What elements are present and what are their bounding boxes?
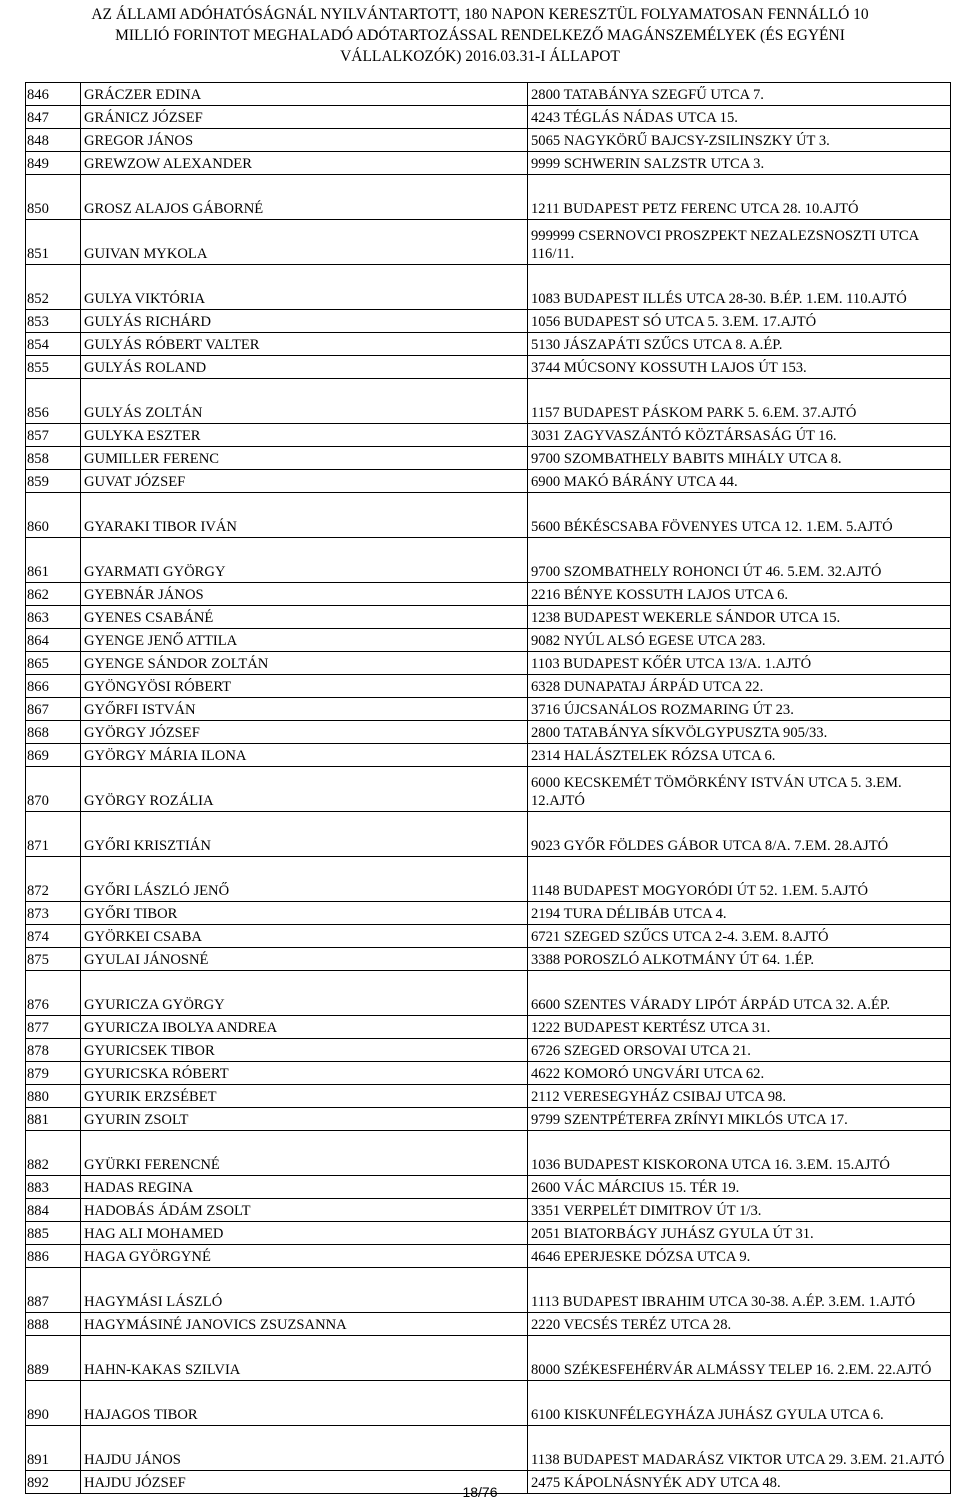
row-name: GULYÁS RICHÁRD — [81, 310, 528, 333]
row-address: 5065 NAGYKÖRŰ BAJCSY-ZSILINSZKY ÚT 3. — [528, 129, 951, 152]
row-number: 852 — [26, 265, 81, 310]
row-address: 6600 SZENTES VÁRADY LIPÓT ÁRPÁD UTCA 32. A.ÉP. — [528, 971, 951, 1016]
table-row — [26, 1176, 951, 1199]
row-number: 866 — [26, 675, 81, 698]
row-number: 846 — [26, 83, 81, 106]
row-number: 847 — [26, 106, 81, 129]
row-name: GULYÁS RÓBERT VALTER — [81, 333, 528, 356]
table-row — [26, 1268, 951, 1313]
row-name: GYARAKI TIBOR IVÁN — [81, 493, 528, 538]
row-name: GYEBNÁR JÁNOS — [81, 583, 528, 606]
row-number: 849 — [26, 152, 81, 175]
table-row — [26, 333, 951, 356]
row-address: 2216 BÉNYE KOSSUTH LAJOS UTCA 6. — [528, 583, 951, 606]
row-name: HAJDU JÓZSEF — [81, 1471, 528, 1494]
row-address: 1222 BUDAPEST KERTÉSZ UTCA 31. — [528, 1016, 951, 1039]
row-number: 868 — [26, 721, 81, 744]
row-address: 6328 DUNAPATAJ ÁRPÁD UTCA 22. — [528, 675, 951, 698]
row-number: 860 — [26, 493, 81, 538]
row-name: HAGYMÁSI LÁSZLÓ — [81, 1268, 528, 1313]
row-name: GYŐRI TIBOR — [81, 902, 528, 925]
row-address: 2194 TURA DÉLIBÁB UTCA 4. — [528, 902, 951, 925]
table-row — [26, 1039, 951, 1062]
row-number: 883 — [26, 1176, 81, 1199]
row-address: 3716 ÚJCSANÁLOS ROZMARING ÚT 23. — [528, 698, 951, 721]
table-row — [26, 744, 951, 767]
row-address: 2600 VÁC MÁRCIUS 15. TÉR 19. — [528, 1176, 951, 1199]
table-row — [26, 1199, 951, 1222]
row-number: 854 — [26, 333, 81, 356]
row-number: 884 — [26, 1199, 81, 1222]
row-name: GYŐRFI ISTVÁN — [81, 698, 528, 721]
row-address: 9799 SZENTPÉTERFA ZRÍNYI MIKLÓS UTCA 17. — [528, 1108, 951, 1131]
row-number: 882 — [26, 1131, 81, 1176]
row-address: 1148 BUDAPEST MOGYORÓDI ÚT 52. 1.EM. 5.AJTÓ — [528, 857, 951, 902]
row-number: 875 — [26, 948, 81, 971]
row-number: 873 — [26, 902, 81, 925]
table-row — [26, 1222, 951, 1245]
row-name: GUMILLER FERENC — [81, 447, 528, 470]
row-number: 857 — [26, 424, 81, 447]
row-number: 867 — [26, 698, 81, 721]
row-number: 870 — [26, 767, 81, 812]
row-address: 9700 SZOMBATHELY BABITS MIHÁLY UTCA 8. — [528, 447, 951, 470]
row-number: 862 — [26, 583, 81, 606]
table-row — [26, 1016, 951, 1039]
row-name: HADAS REGINA — [81, 1176, 528, 1199]
row-number: 855 — [26, 356, 81, 379]
table-row — [26, 948, 951, 971]
row-number: 879 — [26, 1062, 81, 1085]
row-number: 848 — [26, 129, 81, 152]
row-address: 1056 BUDAPEST SÓ UTCA 5. 3.EM. 17.AJTÓ — [528, 310, 951, 333]
table-row — [26, 812, 951, 857]
row-name: GULYKA ESZTER — [81, 424, 528, 447]
row-number: 874 — [26, 925, 81, 948]
row-address: 9700 SZOMBATHELY ROHONCI ÚT 46. 5.EM. 32.AJTÓ — [528, 538, 951, 583]
row-name: GYURICSKA RÓBERT — [81, 1062, 528, 1085]
table-row — [26, 356, 951, 379]
table-row — [26, 424, 951, 447]
row-name: GUIVAN MYKOLA — [81, 220, 528, 265]
header-line-1: AZ ÁLLAMI ADÓHATÓSÁGNÁL NYILVÁNTARTOTT, 180 NAPON KERESZTÜL FOLYAMATOSAN FENNÁLLÓ 10 — [91, 6, 869, 23]
table-row — [26, 583, 951, 606]
row-number: 851 — [26, 220, 81, 265]
row-name: GYULAI JÁNOSNÉ — [81, 948, 528, 971]
row-name: GYÖRGY ROZÁLIA — [81, 767, 528, 812]
row-address: 2220 VECSÉS TERÉZ UTCA 28. — [528, 1313, 951, 1336]
row-name: GULYÁS ROLAND — [81, 356, 528, 379]
row-name: GYŐRI LÁSZLÓ JENŐ — [81, 857, 528, 902]
row-name: GYÖNGYÖSI RÓBERT — [81, 675, 528, 698]
row-address: 1157 BUDAPEST PÁSKOM PARK 5. 6.EM. 37.AJTÓ — [528, 379, 951, 424]
row-number: 863 — [26, 606, 81, 629]
row-address: 2112 VERESEGYHÁZ CSIBAJ UTCA 98. — [528, 1085, 951, 1108]
table-row — [26, 106, 951, 129]
table-row — [26, 698, 951, 721]
table-row — [26, 925, 951, 948]
table-row — [26, 629, 951, 652]
row-name: GYÖRGY MÁRIA ILONA — [81, 744, 528, 767]
row-address: 9082 NYÚL ALSÓ EGESE UTCA 283. — [528, 629, 951, 652]
row-name: GYÜRKI FERENCNÉ — [81, 1131, 528, 1176]
row-address: 3388 POROSZLÓ ALKOTMÁNY ÚT 64. 1.ÉP. — [528, 948, 951, 971]
row-name: GYARMATI GYÖRGY — [81, 538, 528, 583]
table-row — [26, 1062, 951, 1085]
row-address: 1238 BUDAPEST WEKERLE SÁNDOR UTCA 15. — [528, 606, 951, 629]
table-row — [26, 175, 951, 220]
table-row — [26, 606, 951, 629]
row-address: 6100 KISKUNFÉLEGYHÁZA JUHÁSZ GYULA UTCA 6. — [528, 1381, 951, 1426]
table-row — [26, 83, 951, 106]
table-row — [26, 857, 951, 902]
row-address: 6900 MAKÓ BÁRÁNY UTCA 44. — [528, 470, 951, 493]
row-number: 853 — [26, 310, 81, 333]
row-address: 4646 EPERJESKE DÓZSA UTCA 9. — [528, 1245, 951, 1268]
row-number: 858 — [26, 447, 81, 470]
row-address: 8000 SZÉKESFEHÉRVÁR ALMÁSSY TELEP 16. 2.EM. 22.AJTÓ — [528, 1336, 951, 1381]
row-number: 890 — [26, 1381, 81, 1426]
row-name: HAGYMÁSINÉ JANOVICS ZSUZSANNA — [81, 1313, 528, 1336]
row-address: 2800 TATABÁNYA SZEGFŰ UTCA 7. — [528, 83, 951, 106]
row-number: 891 — [26, 1426, 81, 1471]
row-number: 859 — [26, 470, 81, 493]
row-address: 5600 BÉKÉSCSABA FÖVENYES UTCA 12. 1.EM. 5.AJTÓ — [528, 493, 951, 538]
row-number: 888 — [26, 1313, 81, 1336]
row-name: GYENES CSABÁNÉ — [81, 606, 528, 629]
row-address: 1103 BUDAPEST KŐÉR UTCA 13/A. 1.AJTÓ — [528, 652, 951, 675]
table-row — [26, 767, 951, 812]
row-name: HADOBÁS ÁDÁM ZSOLT — [81, 1199, 528, 1222]
table-row — [26, 902, 951, 925]
table-row — [26, 129, 951, 152]
row-address: 1083 BUDAPEST ILLÉS UTCA 28-30. B.ÉP. 1.EM. 110.AJTÓ — [528, 265, 951, 310]
table-row — [26, 1245, 951, 1268]
row-name: GYŐRI KRISZTIÁN — [81, 812, 528, 857]
table-row — [26, 652, 951, 675]
row-name: HAHN-KAKAS SZILVIA — [81, 1336, 528, 1381]
row-address: 5130 JÁSZAPÁTI SZŰCS UTCA 8. A.ÉP. — [528, 333, 951, 356]
row-number: 889 — [26, 1336, 81, 1381]
table-row — [26, 1085, 951, 1108]
row-address: 1138 BUDAPEST MADARÁSZ VIKTOR UTCA 29. 3.EM. 21.AJTÓ — [528, 1426, 951, 1471]
row-address: 999999 CSERNOVCI PROSZPEKT NEZALEZSNOSZTI UTCA 116/11. — [528, 220, 951, 265]
row-name: GRÁCZER EDINA — [81, 83, 528, 106]
table-row — [26, 1313, 951, 1336]
row-number: 869 — [26, 744, 81, 767]
row-address: 3031 ZAGYVASZÁNTÓ KÖZTÁRSASÁG ÚT 16. — [528, 424, 951, 447]
row-name: HAGA GYÖRGYNÉ — [81, 1245, 528, 1268]
row-address: 9023 GYŐR FÖLDES GÁBOR UTCA 8/A. 7.EM. 28.AJTÓ — [528, 812, 951, 857]
header-line-2: MILLIÓ FORINTOT MEGHALADÓ ADÓTARTOZÁSSAL RENDELKEZŐ MAGÁNSZEMÉLYEK (ÉS EGYÉNI — [115, 27, 845, 44]
row-address: 2314 HALÁSZTELEK RÓZSA UTCA 6. — [528, 744, 951, 767]
row-name: GRÁNICZ JÓZSEF — [81, 106, 528, 129]
row-name: GUVAT JÓZSEF — [81, 470, 528, 493]
row-number: 886 — [26, 1245, 81, 1268]
row-address: 4622 KOMORÓ UNGVÁRI UTCA 62. — [528, 1062, 951, 1085]
row-number: 885 — [26, 1222, 81, 1245]
debtor-table — [25, 82, 951, 1494]
row-address: 3351 VERPELÉT DIMITROV ÚT 1/3. — [528, 1199, 951, 1222]
row-number: 872 — [26, 857, 81, 902]
row-number: 887 — [26, 1268, 81, 1313]
row-name: GYENGE SÁNDOR ZOLTÁN — [81, 652, 528, 675]
row-name: GROSZ ALAJOS GÁBORNÉ — [81, 175, 528, 220]
row-number: 865 — [26, 652, 81, 675]
row-address: 4243 TÉGLÁS NÁDAS UTCA 15. — [528, 106, 951, 129]
document-header — [0, 4, 960, 67]
row-address: 6721 SZEGED SZŰCS UTCA 2-4. 3.EM. 8.AJTÓ — [528, 925, 951, 948]
table-row — [26, 379, 951, 424]
row-name: GYURICSEK TIBOR — [81, 1039, 528, 1062]
row-address: 2051 BIATORBÁGY JUHÁSZ GYULA ÚT 31. — [528, 1222, 951, 1245]
table-row — [26, 1108, 951, 1131]
row-name: HAJAGOS TIBOR — [81, 1381, 528, 1426]
table-row — [26, 1336, 951, 1381]
table-row — [26, 152, 951, 175]
row-name: GYURICZA IBOLYA ANDREA — [81, 1016, 528, 1039]
row-number: 864 — [26, 629, 81, 652]
table-row — [26, 310, 951, 333]
row-number: 861 — [26, 538, 81, 583]
row-address: 2800 TATABÁNYA SÍKVÖLGYPUSZTA 905/33. — [528, 721, 951, 744]
table-row — [26, 1131, 951, 1176]
row-name: GYÖRKEI CSABA — [81, 925, 528, 948]
table-row — [26, 1426, 951, 1471]
row-address: 6726 SZEGED ORSOVAI UTCA 21. — [528, 1039, 951, 1062]
row-name: GREWZOW ALEXANDER — [81, 152, 528, 175]
row-number: 878 — [26, 1039, 81, 1062]
row-name: GYURIK ERZSÉBET — [81, 1085, 528, 1108]
row-address: 9999 SCHWERIN SALZSTR UTCA 3. — [528, 152, 951, 175]
row-address: 1113 BUDAPEST IBRAHIM UTCA 30-38. A.ÉP. 3.EM. 1.AJTÓ — [528, 1268, 951, 1313]
row-name: GYURICZA GYÖRGY — [81, 971, 528, 1016]
row-address: 1036 BUDAPEST KISKORONA UTCA 16. 3.EM. 15.AJTÓ — [528, 1131, 951, 1176]
row-address: 2475 KÁPOLNÁSNYÉK ADY UTCA 48. — [528, 1471, 951, 1494]
row-name: HAG ALI MOHAMED — [81, 1222, 528, 1245]
table-row — [26, 971, 951, 1016]
row-name: GULYA VIKTÓRIA — [81, 265, 528, 310]
table-row — [26, 721, 951, 744]
row-name: GYENGE JENŐ ATTILA — [81, 629, 528, 652]
table-row — [26, 220, 951, 265]
row-number: 877 — [26, 1016, 81, 1039]
row-name: GULYÁS ZOLTÁN — [81, 379, 528, 424]
row-number: 876 — [26, 971, 81, 1016]
row-number: 892 — [26, 1471, 81, 1494]
row-name: GYÖRGY JÓZSEF — [81, 721, 528, 744]
table-row — [26, 470, 951, 493]
table-row — [26, 447, 951, 470]
row-name: GREGOR JÁNOS — [81, 129, 528, 152]
table-row — [26, 493, 951, 538]
table-row — [26, 675, 951, 698]
row-name: GYURIN ZSOLT — [81, 1108, 528, 1131]
table-row — [26, 1381, 951, 1426]
row-address: 1211 BUDAPEST PETZ FERENC UTCA 28. 10.AJTÓ — [528, 175, 951, 220]
row-name: HAJDU JÁNOS — [81, 1426, 528, 1471]
header-line-3: VÁLLALKOZÓK) 2016.03.31-I ÁLLAPOT — [340, 48, 620, 65]
row-number: 881 — [26, 1108, 81, 1131]
row-address: 3744 MÚCSONY KOSSUTH LAJOS ÚT 153. — [528, 356, 951, 379]
table-row — [26, 265, 951, 310]
row-number: 871 — [26, 812, 81, 857]
row-address: 6000 KECSKEMÉT TÖMÖRKÉNY ISTVÁN UTCA 5. 3.EM. 12.AJTÓ — [528, 767, 951, 812]
row-number: 856 — [26, 379, 81, 424]
row-number: 880 — [26, 1085, 81, 1108]
row-number: 850 — [26, 175, 81, 220]
page-number: 18/76 — [462, 1484, 498, 1500]
table-row — [26, 538, 951, 583]
